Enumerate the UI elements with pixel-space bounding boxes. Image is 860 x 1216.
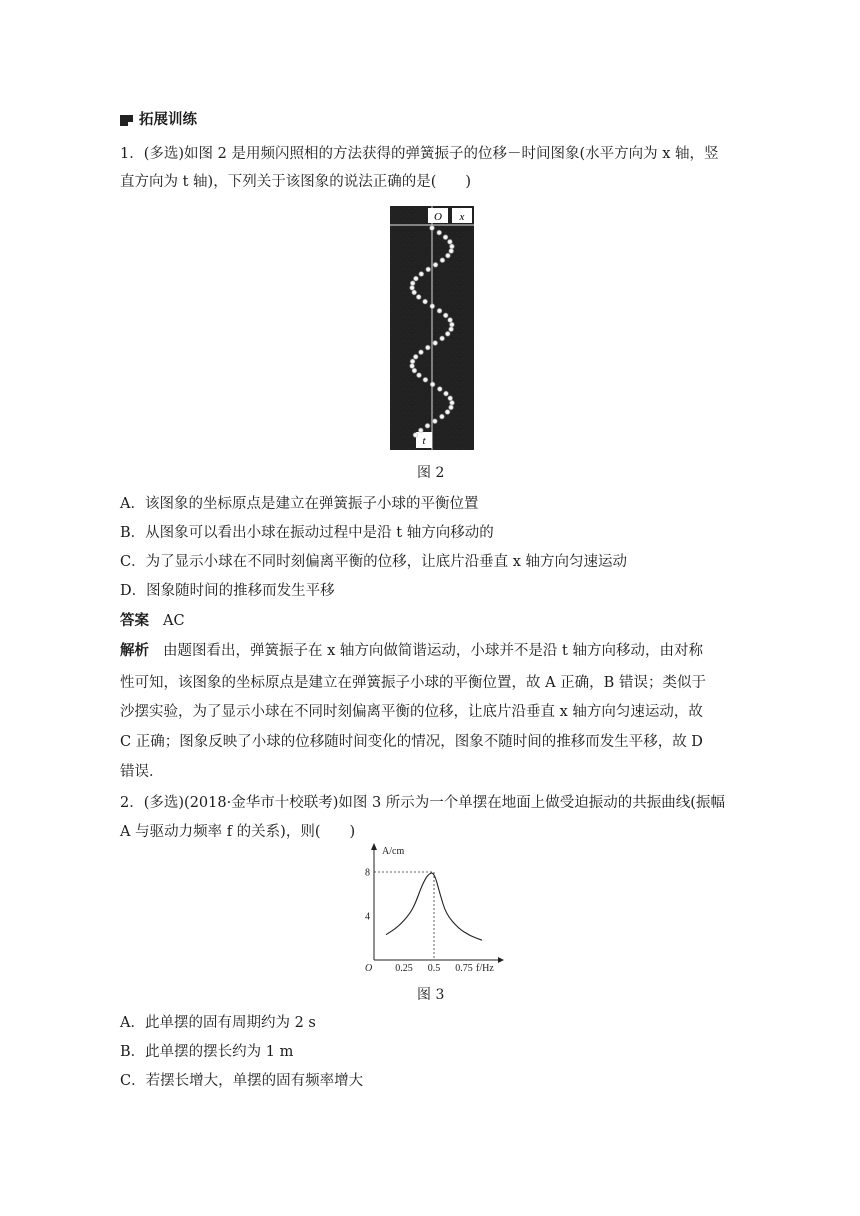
strobe-ball — [443, 391, 449, 397]
q1-analysis-line4: C 正确；图象反映了小球的位移随时间变化的情况，图象不随时间的推移而发生平移，故 D — [120, 734, 703, 750]
strobe-ball — [432, 340, 438, 346]
q1-option-c: C．为了显示小球在不同时刻偏离平衡的位移，让底片沿垂直 x 轴方向匀速运动 — [120, 554, 627, 570]
answer-label: 答案 — [120, 613, 149, 629]
origin-label: O — [434, 211, 442, 223]
strobe-ball — [412, 432, 418, 438]
x-tick-label: 0.25 — [395, 963, 413, 972]
section-header — [120, 110, 197, 130]
strobe-ball — [430, 381, 436, 387]
y-tick-label: 8 — [365, 867, 370, 879]
chart-origin-label: O — [365, 963, 373, 972]
strobe-ball — [418, 271, 424, 277]
q1-option-b: B．从图象可以看出小球在振动过程中是沿 t 轴方向移动的 — [120, 525, 494, 541]
section-title: 拓展训练 — [139, 112, 197, 128]
strobe-ball — [429, 303, 435, 309]
q1-option-d: D．图象随时间的推移而发生平移 — [120, 583, 335, 599]
strobe-ball — [445, 331, 451, 337]
strobe-ball — [429, 225, 435, 231]
y-axis-label: A/cm — [382, 846, 405, 857]
strobe-ball — [425, 345, 431, 351]
strobe-ball — [418, 427, 424, 433]
strobe-ball — [425, 266, 431, 272]
strobe-ball — [436, 308, 442, 314]
x-axis-label: f/Hz — [476, 963, 494, 972]
analysis-label: 解析 — [120, 643, 149, 659]
q2-option-b: B．此单摆的摆长约为 1 m — [120, 1044, 294, 1060]
q1-stem-line1: 1．(多选)如图 2 是用频闪照相的方法获得的弹簧振子的位移－时间图象(水平方向为 x 轴，竖 — [120, 146, 719, 162]
strobe-ball — [411, 368, 417, 374]
strobe-ball — [422, 377, 428, 383]
q1-analysis-line1: 解析 由题图看出，弹簧振子在 x 轴方向做简谐运动，小球并不是沿 t 轴方向移动，由对称 — [120, 643, 703, 659]
strobe-ball — [439, 257, 445, 263]
q1-analysis-line2: 性可知，该图象的坐标原点是建立在弹簧振子小球的平衡位置，故 A 正确，B 错误；类似于 — [120, 675, 706, 691]
strobe-ball — [444, 409, 450, 415]
strobe-ball — [436, 230, 442, 236]
q1-answer-row — [120, 611, 185, 631]
q1-option-a: A．该图象的坐标原点是建立在弹簧振子小球的平衡位置 — [120, 496, 479, 512]
q2-stem-line1: 2．(多选)(2018·金华市十校联考)如图 3 所示为一个单摆在地面上做受迫振动的共振曲线(振幅 — [120, 795, 725, 811]
q1-stem-line2: 直方向为 t 轴)，下列关于该图象的说法正确的是( ) — [120, 174, 472, 190]
strobe-ball — [432, 262, 438, 268]
strobe-ball — [416, 294, 422, 300]
answer-value: AC — [163, 613, 185, 629]
figure3-caption: 图 3 — [417, 987, 445, 1003]
strobe-ball — [439, 335, 445, 341]
strobe-ball — [416, 372, 422, 378]
q2-option-a: A．此单摆的固有周期约为 2 s — [120, 1015, 316, 1031]
x-tick-label: 0.5 — [427, 963, 441, 972]
strobe-ball — [422, 299, 428, 305]
strobe-ball — [418, 349, 424, 355]
y-axis-arrow-icon — [371, 843, 377, 850]
section-square-icon — [120, 115, 133, 126]
strobe-ball — [432, 418, 438, 424]
strobe-ball — [442, 234, 448, 240]
strobe-ball — [443, 312, 449, 318]
x-tick-label: 0.75 — [455, 963, 473, 972]
strobe-ball — [411, 289, 417, 295]
x-axis-label: x — [459, 211, 465, 223]
strobe-ball — [445, 253, 451, 259]
t-axis-label: t — [422, 435, 426, 447]
resonance-curve-chart — [362, 840, 504, 972]
strobe-photo-figure — [390, 206, 474, 450]
q1-analysis-line3: 沙摆实验，为了显示小球在不同时刻偏离平衡的位移，让底片沿垂直 x 轴方向匀速运动，故 — [120, 704, 703, 720]
strobe-ball — [424, 423, 430, 429]
q2-option-c: C．若摆长增大，单摆的固有频率增大 — [120, 1073, 364, 1089]
figure2-caption: 图 2 — [417, 465, 445, 481]
q1-analysis-line5: 错误． — [120, 764, 164, 780]
x-axis-arrow-icon — [498, 957, 504, 963]
strobe-ball — [437, 386, 443, 392]
resonance-curve — [386, 873, 482, 940]
q2-stem-line2: A 与驱动力频率 f 的关系)，则( ) — [120, 824, 356, 840]
y-tick-label: 4 — [365, 911, 370, 923]
strobe-ball — [439, 414, 445, 420]
